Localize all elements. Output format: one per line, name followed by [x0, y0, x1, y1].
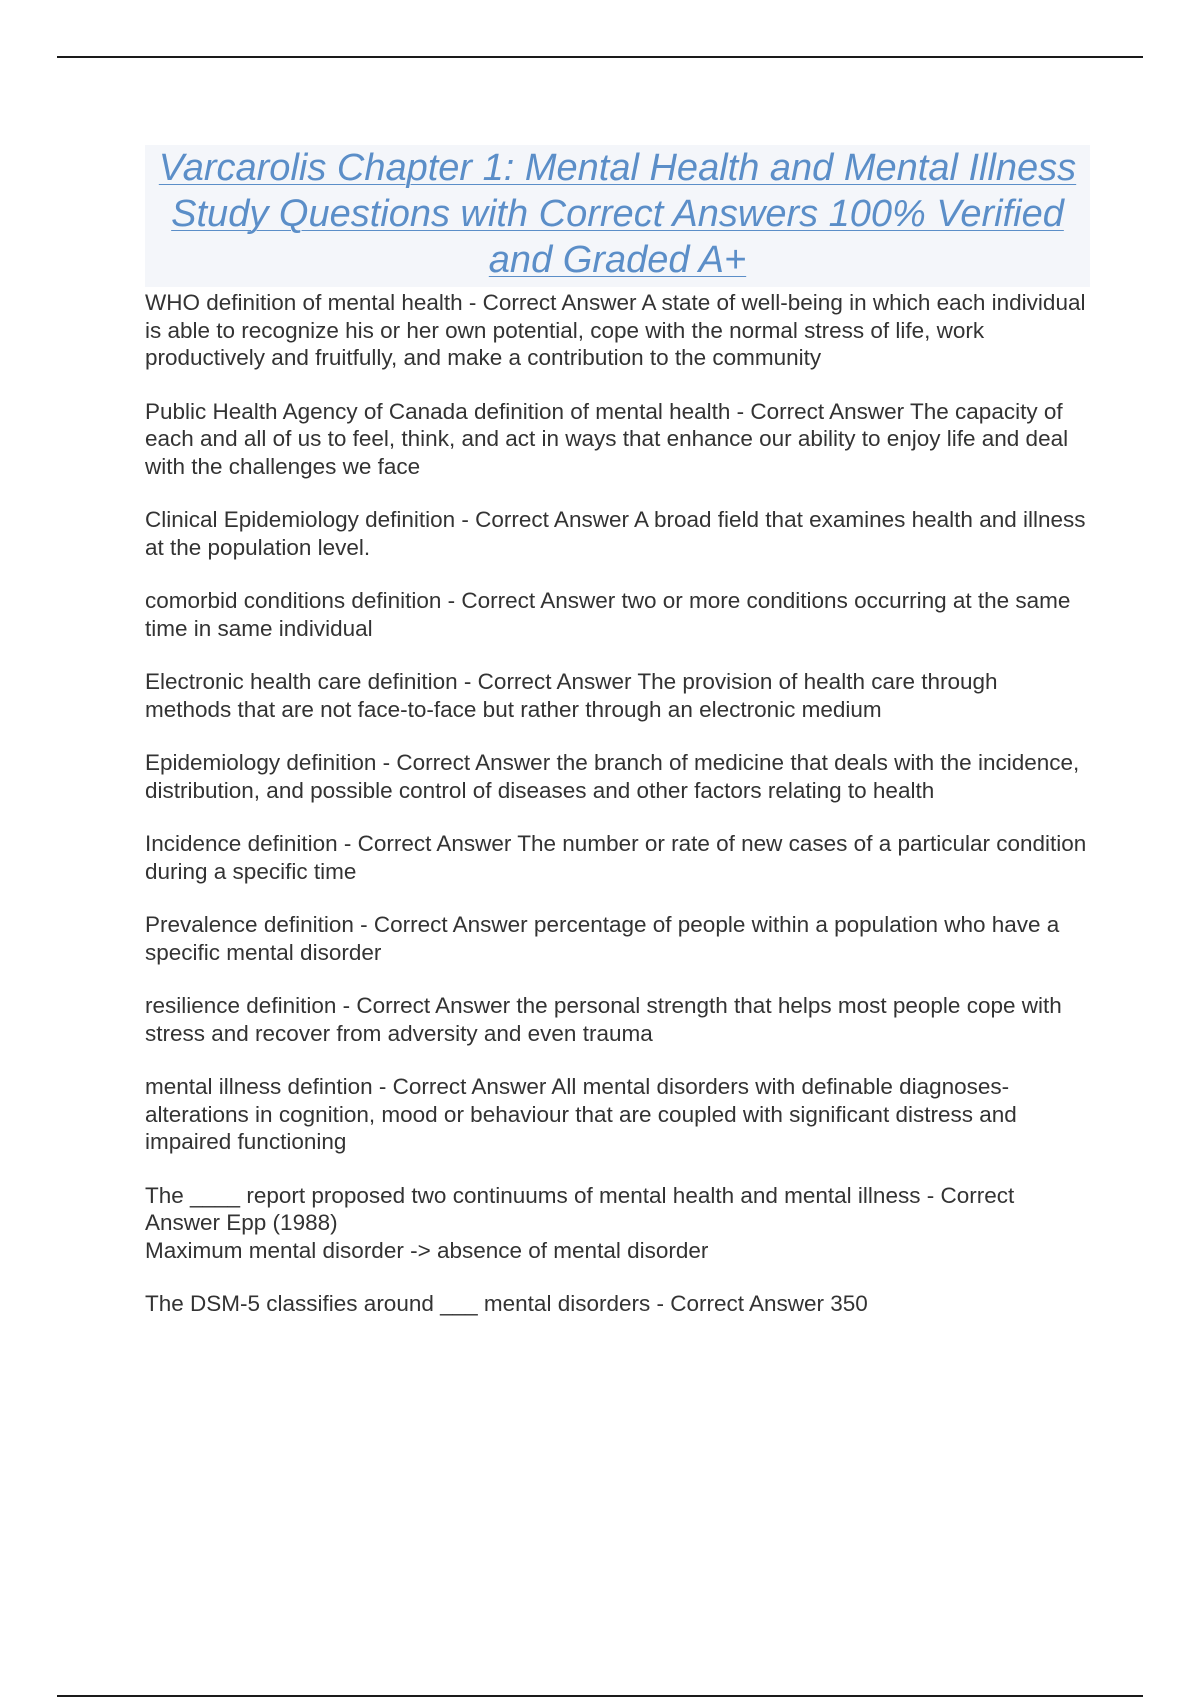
- document-title[interactable]: Varcarolis Chapter 1: Mental Health and Mental Illness Study Questions with Correct Answers 100% Verified and Graded A+: [158, 147, 1077, 281]
- document-page: [145, 145, 1090, 1344]
- qa-item-phac-definition: Public Health Agency of Canada definition of mental health - Correct Answer The capacity of each and all of us to feel, think, and act in ways that enhance our ability to enjoy life and deal with the challenges we face: [145, 398, 1069, 479]
- qa-item-who-definition: WHO definition of mental health - Correct Answer A state of well-being in which each individual is able to recognize his or her own potential, cope with the normal stress of life, work productively and fruitfully, and make a contribution to the community: [145, 290, 1086, 370]
- qa-item-electronic-health-care: Electronic health care definition - Correct Answer The provision of health care through methods that are not face-to-face but rather through an electronic medium: [145, 669, 998, 722]
- qa-item-dsm5: The DSM-5 classifies around ___ mental disorders - Correct Answer 350: [145, 1291, 868, 1316]
- qa-item-mental-illness: mental illness defintion - Correct Answer All mental disorders with definable diagnoses- alterations in cognition, mood or behaviour that are coupled with significant distress and impaired functioning: [145, 1074, 1017, 1154]
- title-box: [145, 145, 1090, 287]
- bottom-rule: [57, 1695, 1143, 1697]
- qa-item-incidence: Incidence definition - Correct Answer The number or rate of new cases of a particular condition during a specific time: [145, 831, 1087, 884]
- qa-item-comorbid-conditions: comorbid conditions definition - Correct Answer two or more conditions occurring at the same time in same individual: [145, 588, 1071, 641]
- qa-item-clinical-epidemiology: Clinical Epidemiology definition - Correct Answer A broad field that examines health and illness at the population level.: [145, 507, 1086, 560]
- qa-list: [145, 289, 1090, 1318]
- qa-item-epp-report: The ____ report proposed two continuums of mental health and mental illness - Correct Answer Epp (1988) Maximum mental disorder -> absence of mental disorder: [145, 1182, 1015, 1263]
- top-rule: [57, 56, 1143, 58]
- qa-item-prevalence: Prevalence definition - Correct Answer percentage of people within a population who have a specific mental disorder: [145, 912, 1060, 965]
- qa-item-epidemiology: Epidemiology definition - Correct Answer the branch of medicine that deals with the incidence, distribution, and possible control of diseases and other factors relating to health: [145, 750, 1080, 803]
- qa-item-resilience: resilience definition - Correct Answer the personal strength that helps most people cope with stress and recover from adversity and even trauma: [145, 993, 1062, 1046]
